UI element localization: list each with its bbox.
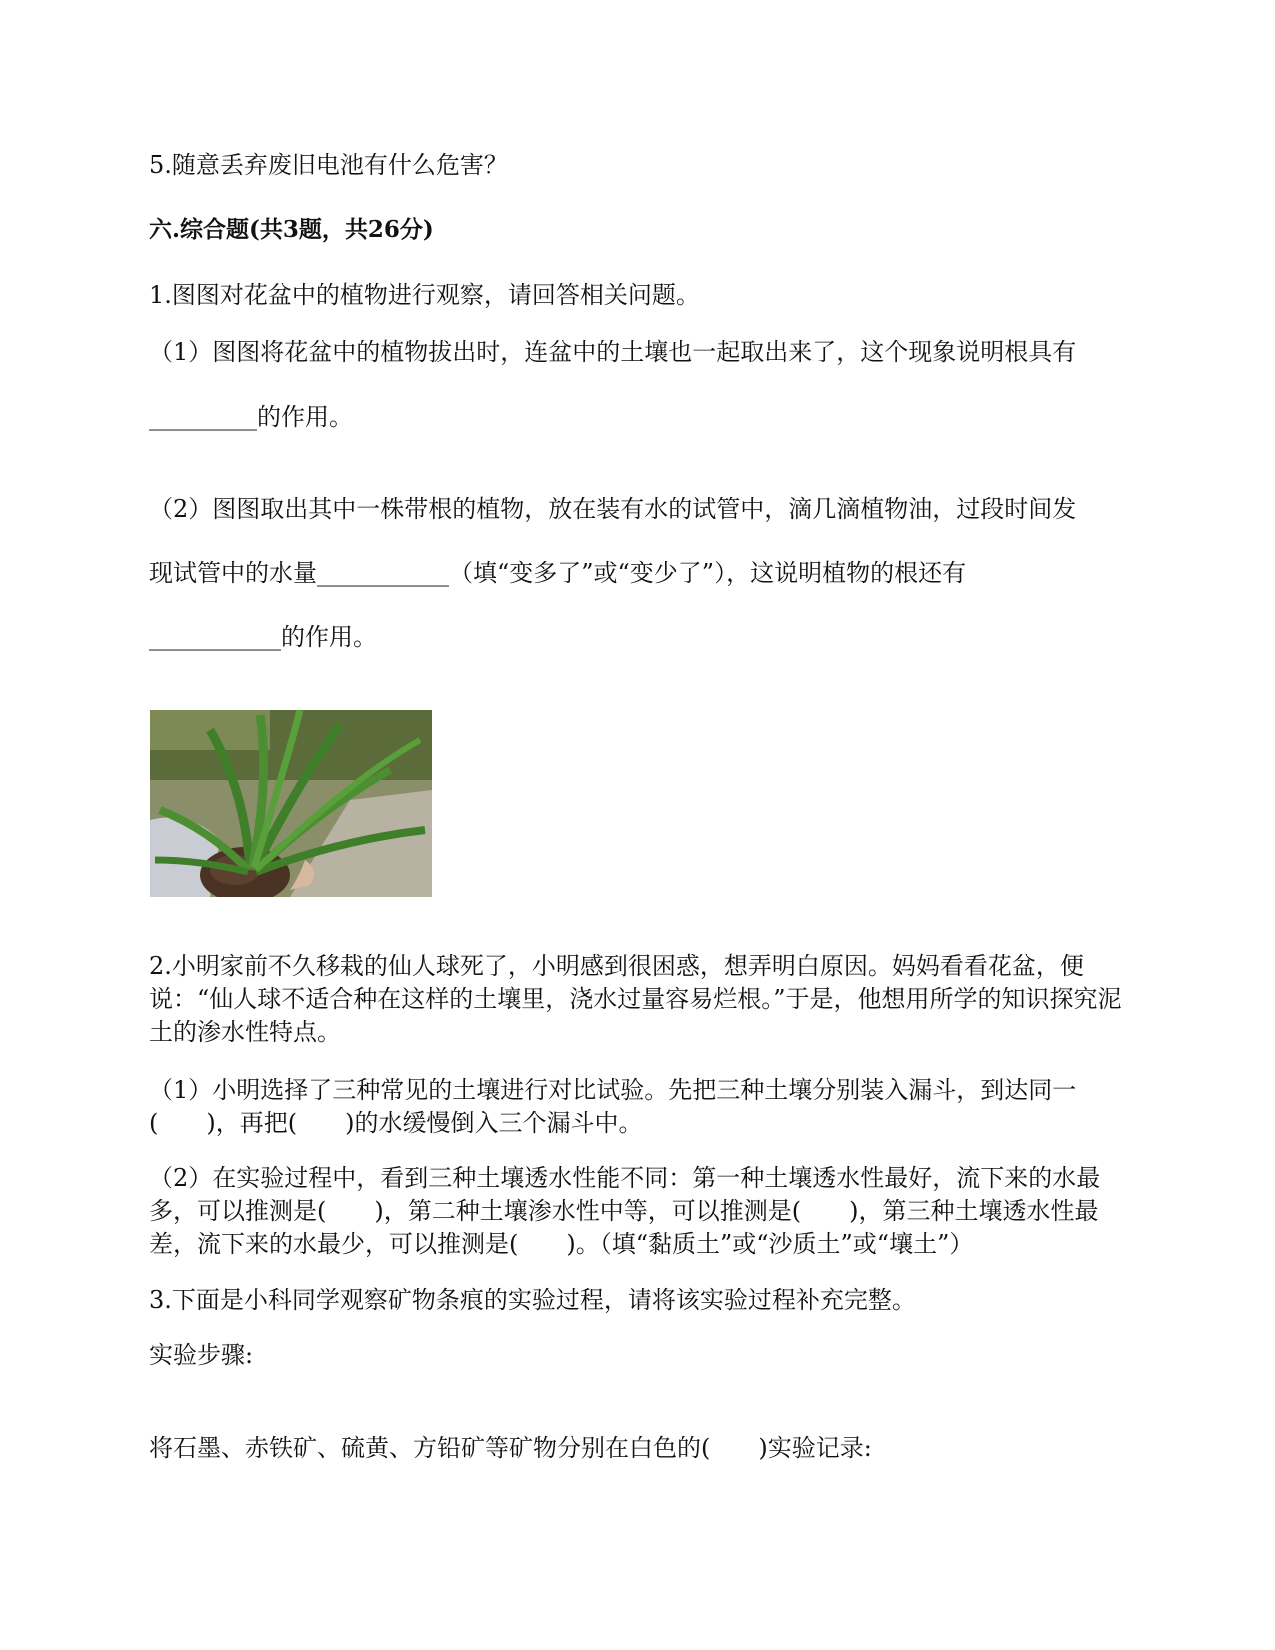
q1-part2-line1: （2）图图取出其中一株带根的植物，放在装有水的试管中，滴几滴植物油，过段时间发 [149, 495, 1077, 523]
q2-part1: （1）小明选择了三种常见的土壤进行对比试验。先把三种土壤分别装入漏斗，到达同一( )，再把( )的水缓慢倒入三个漏斗中。 [149, 1076, 1077, 1137]
q3-steps-label: 实验步骤: [149, 1341, 254, 1369]
q1-part2-line3: ___________的作用。 [149, 623, 377, 651]
q1-part1-line1: （1）图图将花盆中的植物拔出时，连盆中的土壤也一起取出来了，这个现象说明根具有 [149, 338, 1077, 366]
question-1: 1.图图对花盆中的植物进行观察，请回答相关问题。 [149, 281, 700, 309]
q1-part1-line2: _________的作用。 [149, 403, 353, 431]
plant-root-photo [150, 710, 432, 897]
question-3: 3.下面是小科同学观察矿物条痕的实验过程，请将该实验过程补充完整。 [149, 1286, 916, 1314]
section-6-title: 六.综合题(共3题，共26分) [149, 216, 434, 243]
question-5: 5.随意丢弃废旧电池有什么危害？ [149, 151, 508, 179]
q2-part2: （2）在实验过程中，看到三种土壤透水性能不同：第一种土壤透水性最好，流下来的水最多，可以推测是( )，第二种土壤渗水性中等，可以推测是( )，第三种土壤透水性最差，流下来的水最少，可以推测是( )。（填“黏质土”或“沙质土”或“壤土”） [149, 1164, 1101, 1258]
q1-part2-line2: 现试管中的水量___________（填“变多了”或“变少了”），这说明植物的根还有 [149, 559, 967, 587]
q3-step-text: 将石墨、赤铁矿、硫黄、方铅矿等矿物分别在白色的( )实验记录: [149, 1434, 872, 1462]
question-2: 2.小明家前不久移栽的仙人球死了，小明感到很困惑，想弄明白原因。妈妈看看花盆，便说：“仙人球不适合种在这样的土壤里，浇水过量容易烂根。”于是，他想用所学的知识探究泥土的渗水性特点。 [149, 952, 1122, 1046]
